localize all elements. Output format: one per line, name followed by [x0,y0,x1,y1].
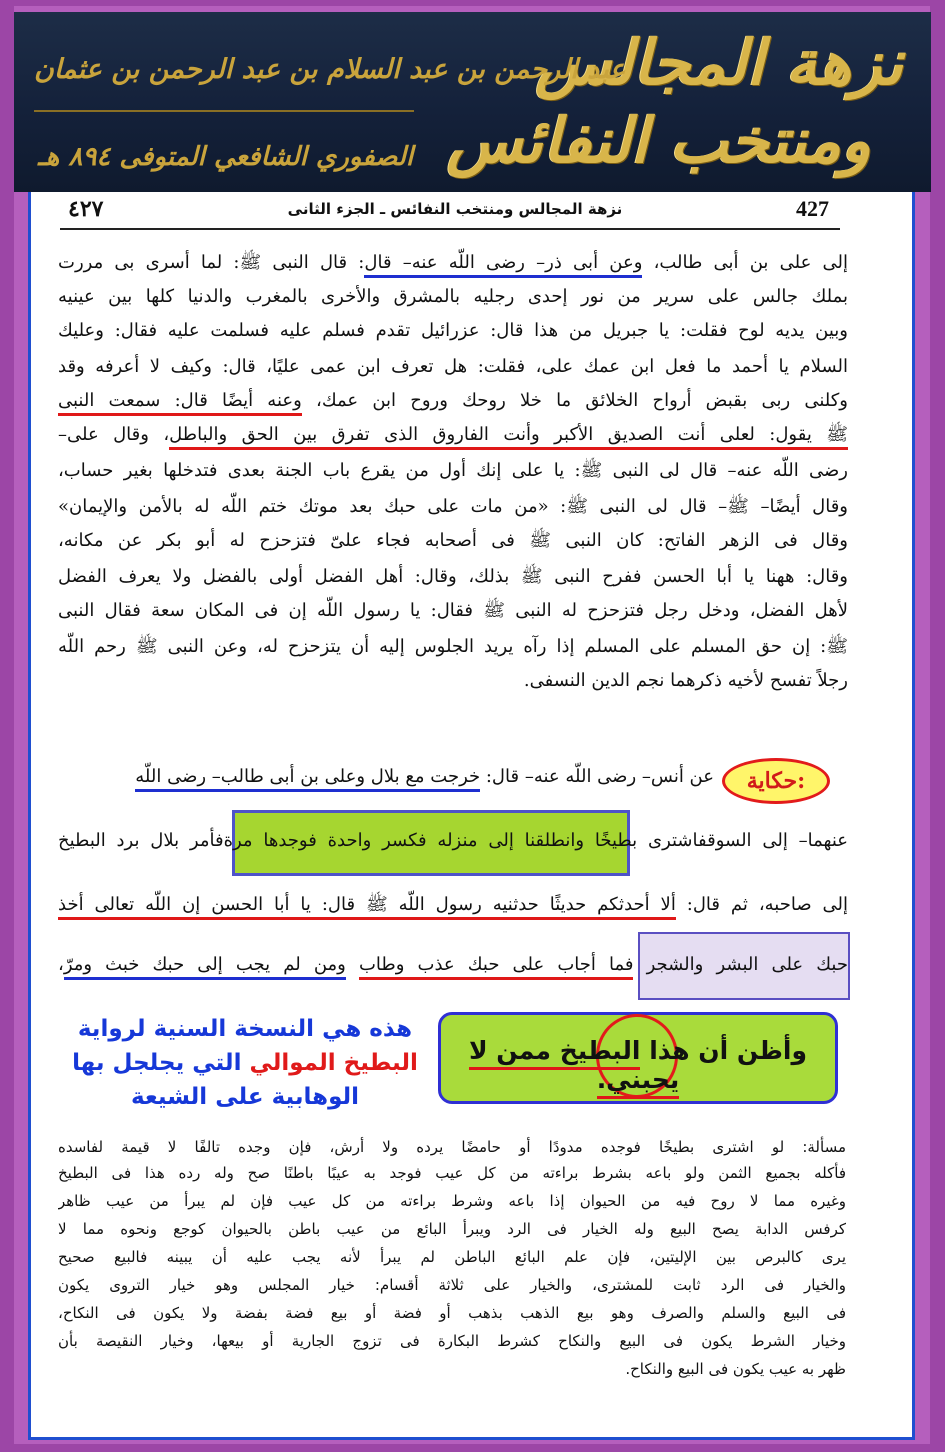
text-line: وكلنى ربى بقبض أرواح الخلائق ما خلا روحك وروح ابن عمك، وعنه أيضًا قال: سمعت النبى [58,386,848,416]
underlined-phrase: ألا أحدثكم حديثًا حدثنيه رسول اللّه ﷺ قال: يا أبا الحسن إن اللّه تعالى أخذ [58,894,676,920]
cover-author-line1: عبد الرحمن بن عبد السلام بن عبد الرحمن بن عثمان [34,54,626,85]
page-number-arabic: ٤٢٧ [68,196,104,221]
underlined-phrase: وعن أبى ذر– رضى اللّه عنه– قال [364,252,642,278]
text-line: رضى اللّه عنه– قال لى النبى ﷺ: يا على إنك أول من يقرع باب الجنة بعدى فتدخلها بغير حساب، [58,460,848,481]
callout-text: وأظن أن هذا البطيخ ممن لا يحبني. [442,1036,834,1094]
cover-title-line1: نزهة المجالس [535,26,903,99]
footnote-line: والخيار فى الرد ثابت للمشترى، والخيار على ثلاثة أقسام: خيار المجلس وهو خيار التروى يكون [58,1276,846,1294]
footnote-line: كرفس الدابة يصح البيع وله الخيار فى الرد ويبرأ البائع من عيب باطن بالحيوان كوجع ونحوه مما لا [58,1220,846,1238]
text-line: ﷺ: إن حق المسلم على المسلم إذا رآه يريد الجلوس إليه أن يتزحزح له، وعن النبى ﷺ رحم اللّه [58,636,848,657]
footnote-line: مسألة: لو اشترى بطيخًا فوجده مدودًا أو حامضًا يرده ولا أرش، فإن وجده تالفًا لا قيمة لفاسده [58,1138,846,1156]
boxed-phrase: فاشترى بطيخًا وانطلقنا إلى منزله فكسر واحدة فوجدها مرة [223,830,708,851]
hikaya-line-2: عنهما– إلى السوقفاشترى بطيخًا وانطلقنا إلى منزله فكسر واحدة فوجدها مرةفأمر بلال برد البطيخ [58,830,848,851]
underlined-phrase: ﷺ يقول: لعلى أنت الصديق الأكبر وأنت الفاروق الذى تفرق بين الحق والباطل [169,424,848,450]
underlined-phrase: فما أجاب على حبك عذب وطاب [359,954,634,980]
page-number-latin: 427 [796,196,829,221]
running-title: نزهة المجالس ومنتخب النفائس ـ الجزء الثانى [287,200,623,218]
hikaya-line-4: حبك على البشر والشجر فما أجاب على حبك عذب وطاب ومن لم يجب إلى حبك خبث ومرّ، [58,950,848,980]
footnote-line: وخيار الشرط يكون فى البيع والنكاح كشرط البكارة فى تزوج الجارية أو بيعها، وخيار النقيصة بأن [58,1332,846,1350]
text-line: بملك جالس على سرير من نور إحدى رجليه بالمشرق والأخرى بالمغرب والدنيا كلها بين عينيه [58,286,848,307]
text-line: السلام يا أحمد ما فعل ابن عمك على، فقلت: هل تعرف ابن عمى عليًا، قال: وكيف لا أعرفه وقد [58,356,848,377]
text-line: لأهل الفضل، ودخل رجل فتزحزح له النبى ﷺ فقال: يا رسول اللّه إن فى المكان سعة فقال النبى [58,600,848,621]
underlined-phrase: ومن لم يجب إلى حبك خبث ومرّ [64,954,346,980]
circled-word: البطيخ [560,1036,641,1070]
hikaya-line-3: إلى صاحبه، ثم قال: ألا أحدثكم حديثًا حدثنيه رسول اللّه ﷺ قال: يا أبا الحسن إن اللّه تعالى أخذ [58,890,848,920]
side-note: هذه هي النسخة السنية لرواية البطيخ الموالي التي يجلجل بها الوهابية على الشيعة [72,1016,418,1110]
boxed-phrase: حبك على البشر والشجر [646,954,848,975]
text-line: وقال: ههنا يا أبا الحسن ففرح النبى ﷺ بذلك، وقال: أهل الفضل أولى بالفضل ولا يعرف الفضل [58,566,848,587]
text-line: رجلاً تفسح لأخيه ذكرهما نجم الدين النسفى. [523,670,848,691]
underlined-phrase: وعنه أيضًا قال: سمعت النبى [58,390,302,416]
text-line: إلى على بن أبى طالب، وعن أبى ذر– رضى اللّه عنه– قال: قال النبى ﷺ: لما أسرى بى مررت [58,248,848,278]
footnote-line: يرى كالبرص بين الإليتين، فإن علم البائع الباطن لم يبرأ لأنه يجب عليه أن يبينه فالبيع صحيح [58,1248,846,1266]
book-cover-banner [14,12,931,192]
cover-title-line2: ومنتخب النفائس [446,104,871,177]
text-line: وقال فى الزهر الفاتح: كان النبى ﷺ فى أصحابه فجاء علىّ فتزحزح له أبو بكر عن مكانه، [58,530,848,551]
footnote-line: فأكله بجميع الثمن ولو باعه بشرط براءته من كل عيب فوجد به عيبًا باطنًا صح وله رده هذا فى البطيخ [58,1164,846,1182]
footnote-line: فى البيع والسلم والصرف وهو بيع الذهب بذهب أو فضة أو بيع فضة بفضة ولا يكون فى النكاح، [58,1304,846,1322]
underlined-phrase: خرجت مع بلال وعلى بن أبى طالب– رضى اللّه [135,766,480,792]
text-line: وبين يديه لوح فقلت: يا جبريل من هذا قال: عزرائيل تقدم فسلم عليه فسلمت عليه فقال: وعليك [58,320,848,341]
text-line: ﷺ يقول: لعلى أنت الصديق الأكبر وأنت الفاروق الذى تفرق بين الحق والباطل، وقال على– [58,420,848,450]
cover-divider [34,110,414,112]
hikaya-line-1: عن أنس– رضى اللّه عنه– قال: خرجت مع بلال وعلى بن أبى طالب– رضى اللّه [58,762,714,792]
footnote-line: ظهر به عيب يكون فى البيع والنكاح. [625,1360,846,1378]
text-line: وقال أيضًا– ﷺ– قال لى النبى ﷺ: «من مات على حبك بعد موتك ختم اللّه له بالأمن والإيمان» [58,496,848,517]
cover-author-line2: الصفوري الشافعي المتوفى ٨٩٤ هـ [38,142,414,172]
footnote-line: وغيره مما لا روح فيه من الحيوان إذا باعه وشرط براءته من كل عيب فإن لم يبرأ من عيب ظاهر [58,1192,846,1210]
header-rule [60,228,840,230]
hikaya-label: حكاية: [722,758,830,804]
